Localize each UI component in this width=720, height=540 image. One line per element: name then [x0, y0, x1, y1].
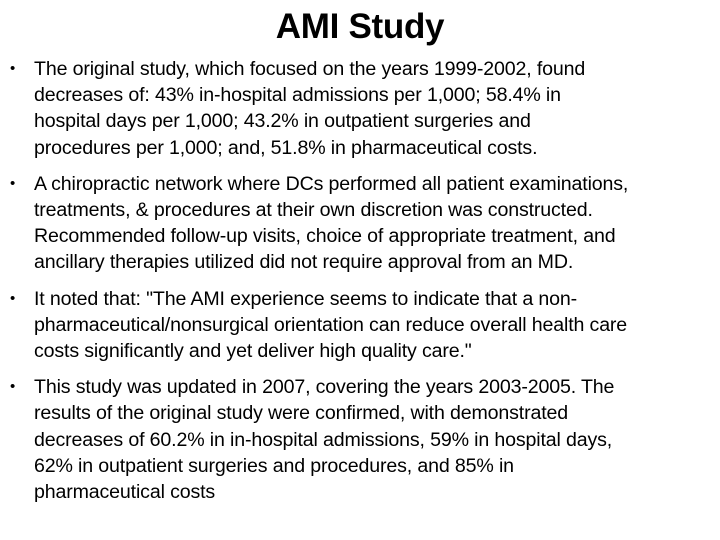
bullet-text-line: ancillary therapies utilized did not require approval from an MD.	[34, 251, 574, 274]
bullet-text-line: Recommended follow-up visits, choice of appropriate treatment, and	[34, 225, 616, 248]
bullet-original-study	[0, 56, 720, 161]
bullet-text-line: pharmaceutical/nonsurgical orientation can reduce overall health care	[34, 313, 628, 336]
bullet-dot-icon: •	[10, 289, 16, 307]
bullet-chiropractic-network	[0, 171, 720, 276]
bullet-text-line: decreases of: 43% in-hospital admissions per 1,000; 58.4% in	[34, 84, 561, 107]
bullet-text-line: A chiropractic network where DCs performed all patient examinations,	[34, 172, 629, 195]
bullet-text-line: costs significantly and yet deliver high quality care."	[34, 340, 472, 363]
slide-title: AMI Study	[275, 7, 445, 46]
bullet-list	[0, 56, 720, 505]
bullet-text-line: results of the original study were confirmed, with demonstrated	[34, 402, 568, 425]
bullet-text-line: This study was updated in 2007, covering the years 2003-2005. The	[34, 376, 615, 399]
bullet-text-line: hospital days per 1,000; 43.2% in outpatient surgeries and	[34, 110, 531, 133]
bullet-quote	[0, 286, 720, 365]
bullet-dot-icon: •	[10, 378, 16, 396]
bullet-text-line: pharmaceutical costs	[34, 481, 216, 504]
bullet-dot-icon: •	[10, 174, 16, 192]
bullet-text-line: The original study, which focused on the years 1999-2002, found	[34, 58, 586, 80]
bullet-text-line: It noted that: "The AMI experience seems to indicate that a non-	[34, 287, 578, 310]
bullet-text-line: decreases of 60.2% in in-hospital admissions, 59% in hospital days,	[34, 428, 613, 451]
bullet-text-line: procedures per 1,000; and, 51.8% in pharmaceutical costs.	[34, 136, 538, 159]
bullet-dot-icon: •	[10, 60, 16, 77]
bullet-text-line: 62% in outpatient surgeries and procedures, and 85% in	[34, 454, 514, 477]
bullet-text-line: treatments, & procedures at their own discretion was constructed.	[34, 199, 593, 222]
bullet-study-update	[0, 374, 720, 505]
